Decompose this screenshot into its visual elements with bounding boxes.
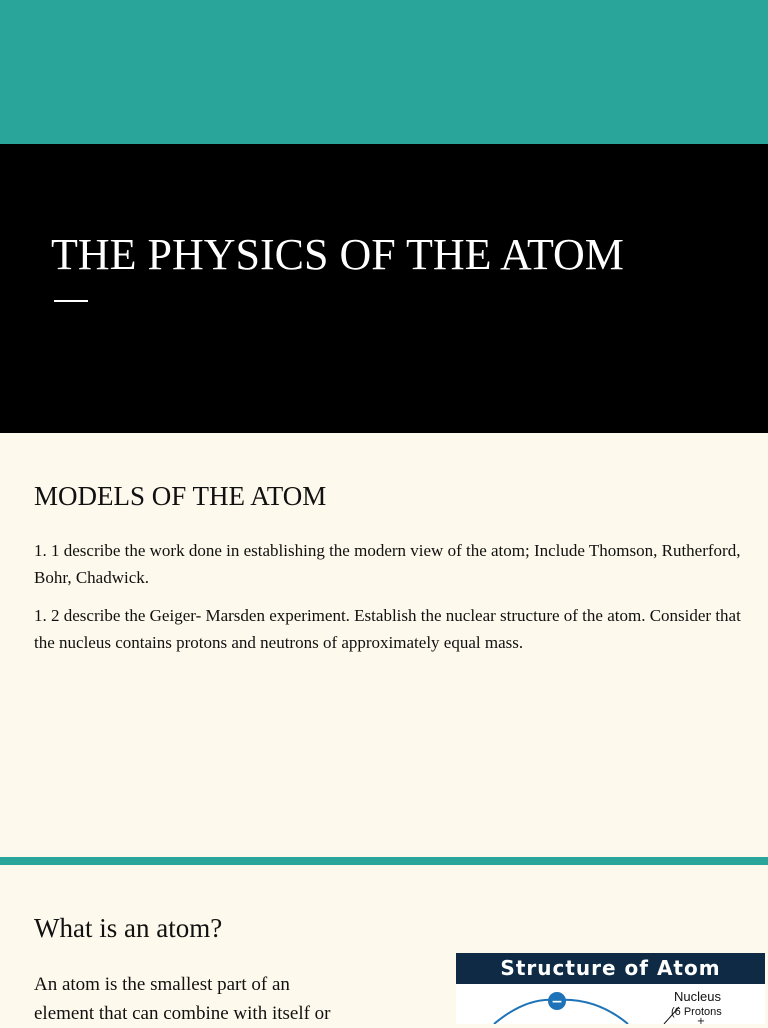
title-dash	[54, 300, 88, 302]
slide-divider	[0, 857, 768, 865]
models-heading: MODELS OF THE ATOM	[34, 481, 327, 511]
proton-sign: +	[696, 1016, 706, 1024]
objective-1-2: 1. 2 describe the Geiger- Marsden experiment. Establish the nuclear structure of the atom. Consider that the nucleus contains protons and neutrons of approximately equal mass.	[34, 606, 741, 652]
atom-definition-line: element that can combine with itself or	[34, 1003, 331, 1024]
objective-1-1: 1. 1 describe the work done in establishing the modern view of the atom; Include Thomson, Rutherford, Bohr, Chadwick.	[34, 541, 741, 587]
nucleus-label: Nucleus	[674, 989, 721, 1004]
nucleus-protons-label: (6 Protons	[671, 1006, 722, 1018]
presentation-title: THE PHYSICS OF THE ATOM	[51, 230, 624, 279]
atom-heading: What is an atom?	[34, 913, 223, 943]
atom-definition-line: An atom is the smallest part of an	[34, 974, 290, 995]
atom-structure-figure	[456, 953, 765, 1024]
title-slide	[0, 144, 768, 433]
figure-title: Structure of Atom	[456, 953, 765, 984]
top-accent-band	[0, 0, 768, 144]
atom-definition	[34, 970, 414, 1028]
electron-sign: −	[551, 994, 563, 1010]
